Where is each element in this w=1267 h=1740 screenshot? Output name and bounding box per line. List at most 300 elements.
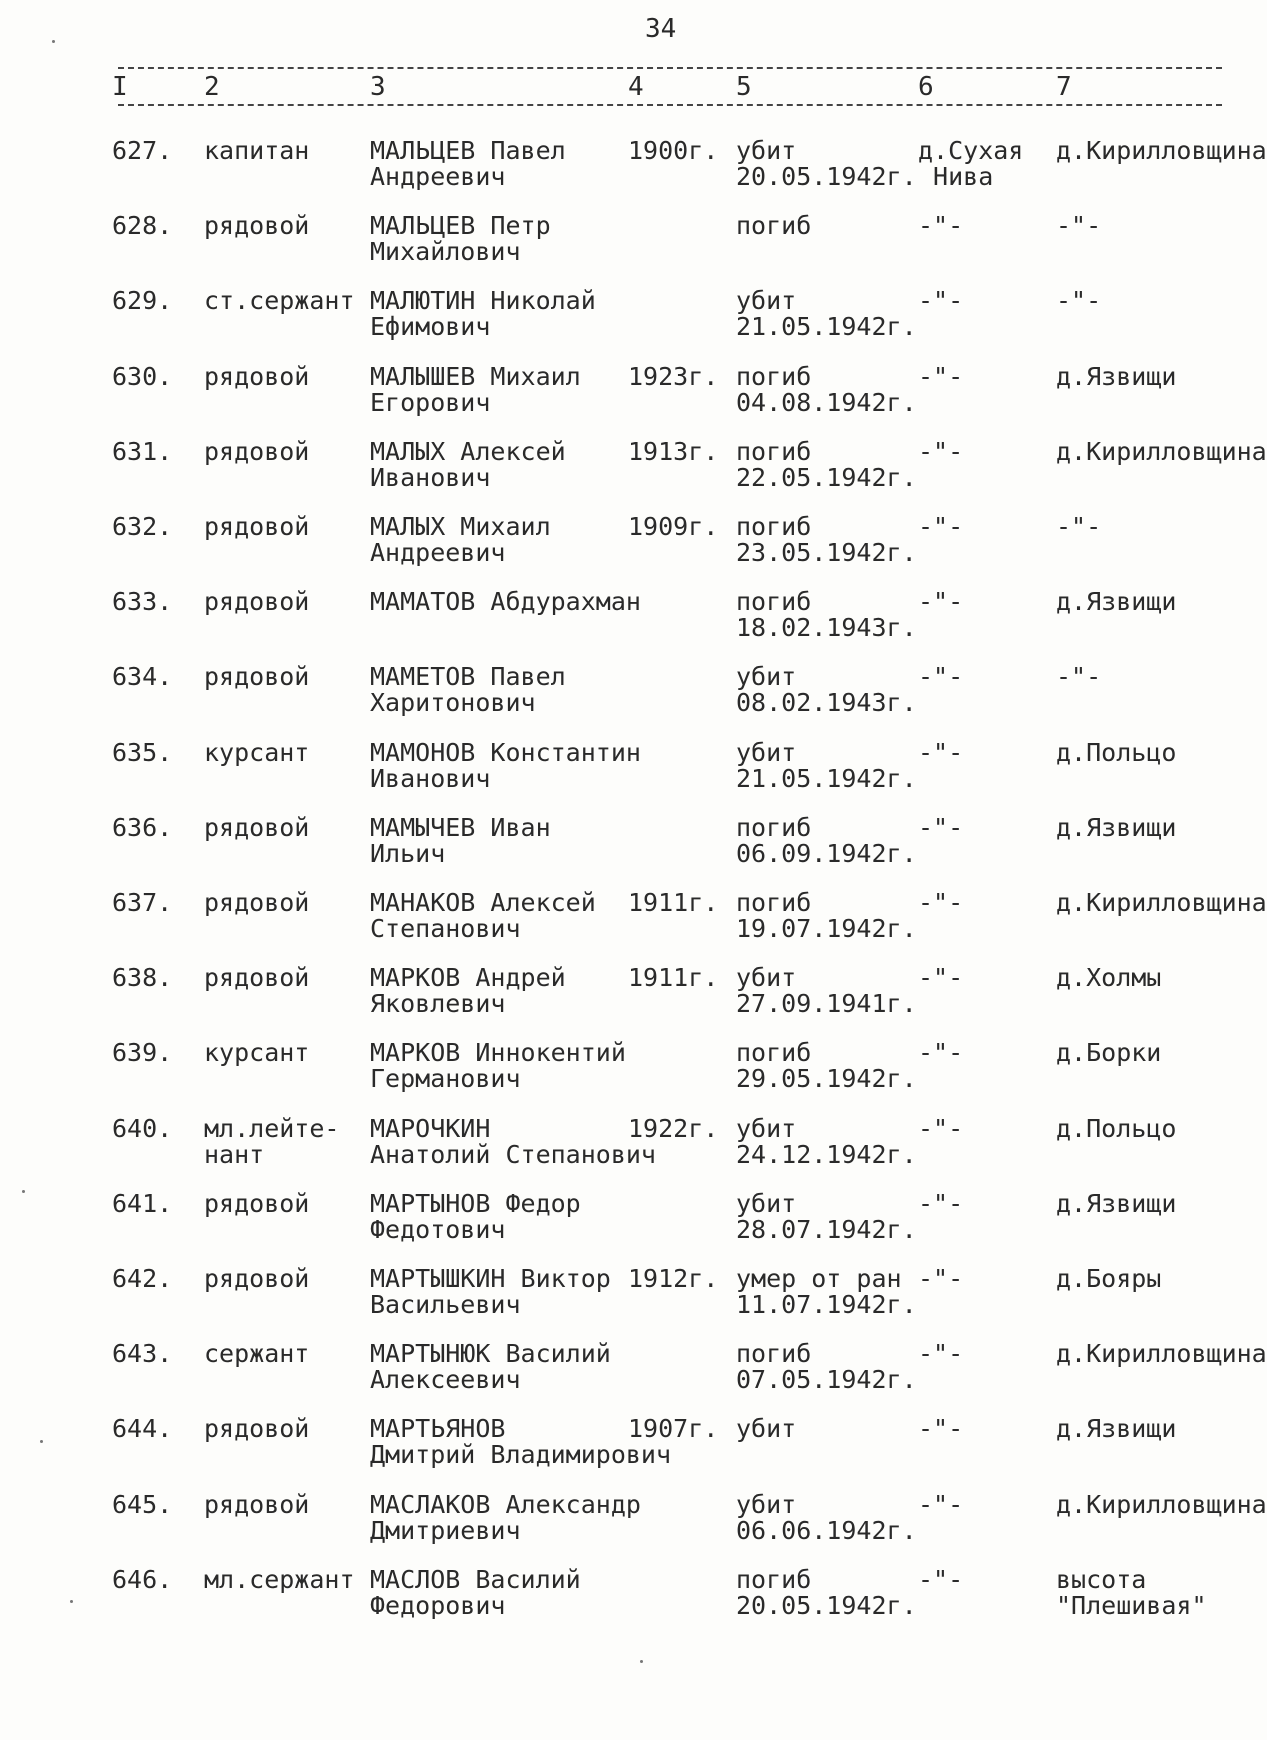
record-number: 640.	[112, 1113, 173, 1143]
burial-place-cell-line: д.Бояры	[1056, 1264, 1162, 1293]
scan-speck	[70, 1600, 73, 1603]
rank-cell-line: мл.сержант	[204, 1564, 355, 1594]
column-header-6: 6	[918, 72, 934, 102]
name-cell-line: МАНАКОВ Алексей	[370, 888, 596, 917]
page-number: 34	[645, 14, 677, 44]
fate-date-cell-line: убит	[736, 963, 797, 993]
fate-date-cell	[736, 965, 917, 1017]
place-of-death-cell-line: -"-	[918, 286, 964, 316]
place-of-death-cell	[918, 1188, 964, 1218]
burial-place-cell-line: -"-	[1056, 662, 1102, 692]
place-of-death-cell	[918, 1040, 963, 1066]
table-row	[0, 589, 1236, 655]
fate-date-cell-line: 18.02.1943г.	[736, 613, 917, 643]
column-header-4: 4	[628, 72, 644, 102]
place-of-death-cell	[918, 1341, 963, 1367]
name-cell-line: МАМОНОВ Константин	[370, 737, 641, 767]
burial-place-cell-line: д.Язвищи	[1056, 1414, 1177, 1444]
fate-date-cell-line: 04.08.1942г.	[736, 387, 917, 417]
burial-place-cell	[1056, 737, 1177, 767]
burial-place-cell	[1056, 812, 1177, 842]
fate-date-cell-line: убит	[736, 136, 797, 165]
record-number: 631.	[112, 436, 173, 466]
name-cell-line: Федорович	[370, 1590, 506, 1620]
burial-place-cell	[1056, 1416, 1176, 1442]
record-number: 644.	[112, 1414, 173, 1444]
place-of-death-cell	[918, 965, 963, 991]
name-cell-line: МАЛЬЦЕВ Петр	[370, 211, 551, 241]
fate-date-cell-line: погиб	[736, 436, 812, 466]
fate-date-cell-line: 28.07.1942г.	[736, 1214, 917, 1244]
rank-cell-line: рядовой	[204, 361, 310, 391]
fate-date-cell-line: 20.05.1942г.	[736, 162, 917, 191]
fate-date-cell-line: 19.07.1942г.	[736, 914, 917, 943]
burial-place-cell-line: д.Кирилловщина	[1056, 888, 1267, 917]
name-cell-line: Дмитриевич	[370, 1515, 521, 1545]
table-row	[0, 1339, 1267, 1407]
rank-cell-line: капитан	[204, 136, 310, 165]
birth-year-cell: 1907г.	[628, 1414, 719, 1444]
rank-cell	[204, 138, 309, 164]
burial-place-cell-line: д.Язвищи	[1056, 1188, 1177, 1218]
name-cell-line: МАСЛАКОВ Александр	[370, 1489, 641, 1519]
burial-place-cell	[1056, 1341, 1267, 1367]
fate-date-cell-line: убит	[736, 662, 797, 692]
fate-date-cell	[736, 812, 917, 868]
birth-year-cell: 1913г.	[628, 436, 719, 466]
rank-cell-line: рядовой	[204, 1414, 310, 1444]
rank-cell	[204, 1416, 309, 1442]
table-row	[0, 1040, 1236, 1106]
name-cell-line: Андреевич	[370, 162, 506, 191]
place-of-death-cell-line: -"-	[918, 587, 964, 617]
fate-date-cell	[736, 1564, 917, 1620]
fate-date-cell	[736, 138, 917, 190]
place-of-death-cell	[918, 589, 963, 615]
place-of-death-cell-line: -"-	[918, 812, 964, 842]
name-cell	[370, 589, 641, 615]
name-cell-line: МАЛЫШЕВ Михаил	[370, 361, 581, 391]
name-cell-line: Васильевич	[370, 1290, 521, 1319]
burial-place-cell	[1056, 361, 1177, 391]
place-of-death-cell-line: -"-	[918, 1414, 964, 1444]
rank-cell	[204, 436, 310, 466]
column-header-7: 7	[1056, 72, 1072, 102]
place-of-death-cell-line: -"-	[918, 888, 964, 917]
name-cell-line: Ильич	[370, 838, 446, 868]
name-cell-line: МАЛЬЦЕВ Павел	[370, 136, 566, 165]
name-cell-line: Степанович	[370, 914, 521, 943]
table-row	[0, 213, 1236, 279]
name-cell	[370, 664, 566, 716]
birth-year-cell: 1909г.	[628, 512, 719, 541]
place-of-death-cell-line: -"-	[918, 1188, 964, 1218]
column-header-3: 3	[370, 72, 386, 102]
place-of-death-cell-line: Нива	[918, 162, 994, 191]
rank-cell	[204, 1188, 310, 1218]
record-number: 628.	[112, 211, 173, 241]
place-of-death-cell	[918, 1113, 964, 1143]
rank-cell-line: курсант	[204, 737, 310, 767]
table-row	[0, 965, 1236, 1031]
rank-cell	[204, 965, 309, 991]
scan-speck	[40, 1440, 43, 1443]
name-cell-line: Иванович	[370, 462, 491, 492]
fate-date-cell	[736, 436, 917, 492]
rank-cell	[204, 1040, 309, 1066]
burial-place-cell-line: д.Борки	[1056, 1038, 1162, 1068]
name-cell	[370, 1188, 581, 1244]
name-cell-line: МАЛЫХ Алексей	[370, 436, 566, 466]
burial-place-cell-line: д.Язвищи	[1056, 587, 1177, 617]
burial-place-cell-line: "Плешивая"	[1056, 1590, 1207, 1620]
name-cell	[370, 361, 581, 417]
place-of-death-cell	[918, 1416, 963, 1442]
fate-date-cell-line: 22.05.1942г.	[736, 462, 917, 492]
burial-place-cell	[1056, 589, 1176, 615]
table-row	[0, 514, 1236, 580]
name-cell-line: Михайлович	[370, 237, 521, 267]
rank-cell	[204, 1341, 309, 1367]
rank-cell	[204, 361, 310, 391]
record-number: 641.	[112, 1188, 173, 1218]
place-of-death-cell-line: -"-	[918, 512, 964, 541]
place-of-death-cell	[918, 138, 1023, 190]
fate-date-cell	[736, 1416, 796, 1442]
place-of-death-cell-line: -"-	[918, 1489, 964, 1519]
fate-date-cell-line: убит	[736, 286, 797, 316]
fate-date-cell-line: 24.12.1942г.	[736, 1139, 917, 1169]
fate-date-cell-line: 21.05.1942г.	[736, 312, 917, 342]
record-number: 638.	[112, 963, 173, 993]
burial-place-cell	[1056, 1564, 1207, 1620]
burial-place-cell-line: д.Холмы	[1056, 963, 1162, 993]
fate-date-cell-line: погиб	[736, 812, 812, 842]
fate-date-cell	[736, 288, 917, 340]
name-cell	[370, 965, 566, 1017]
rank-cell	[204, 737, 310, 767]
place-of-death-cell	[918, 737, 964, 767]
name-cell	[370, 812, 551, 868]
rank-cell-line: мл.лейте-	[204, 1113, 340, 1143]
burial-place-cell-line: д.Кирилловщина	[1056, 136, 1267, 165]
name-cell	[370, 737, 641, 793]
name-cell	[370, 436, 566, 492]
name-cell-line: Харитонович	[370, 688, 536, 718]
place-of-death-cell-line: -"-	[918, 1264, 964, 1293]
table-row	[0, 361, 1236, 430]
name-cell-line: МАРТЫНОВ Федор	[370, 1188, 581, 1218]
column-header-2: 2	[204, 72, 220, 102]
place-of-death-cell-line: -"-	[918, 361, 964, 391]
table-row	[0, 288, 1236, 354]
fate-date-cell-line: погиб	[736, 361, 812, 391]
record-number: 635.	[112, 737, 173, 767]
record-number: 637.	[112, 888, 173, 917]
birth-year-cell: 1923г.	[628, 361, 719, 391]
burial-place-cell-line: д.Кирилловщина	[1056, 1339, 1267, 1369]
record-number: 645.	[112, 1489, 173, 1519]
burial-place-cell	[1056, 288, 1101, 314]
record-number: 629.	[112, 286, 173, 316]
burial-place-cell-line: д.Кирилловщина	[1056, 1489, 1267, 1519]
name-cell-line: Алексеевич	[370, 1365, 521, 1395]
fate-date-cell-line: 20.05.1942г.	[736, 1590, 917, 1620]
rank-cell-line: сержант	[204, 1339, 310, 1369]
fate-date-cell	[736, 514, 917, 566]
name-cell-line: Ефимович	[370, 312, 491, 342]
fate-date-cell-line: погиб	[736, 1339, 812, 1369]
rank-cell-line: рядовой	[204, 888, 310, 917]
record-number: 636.	[112, 812, 173, 842]
name-cell-line: МАРТЫНЮК Василий	[370, 1339, 611, 1369]
table-row	[0, 888, 1267, 956]
rank-cell	[204, 1564, 355, 1594]
rank-cell-line: рядовой	[204, 812, 310, 842]
fate-date-cell-line: погиб	[736, 512, 812, 541]
rank-cell-line: рядовой	[204, 211, 310, 241]
place-of-death-cell	[918, 213, 963, 239]
birth-year-cell: 1912г.	[628, 1264, 719, 1293]
burial-place-cell	[1056, 1113, 1177, 1143]
fate-date-cell-line: убит	[736, 1188, 797, 1218]
header-bottom-rule	[118, 104, 1222, 106]
fate-date-cell-line: 21.05.1942г.	[736, 763, 917, 793]
name-cell	[370, 1040, 626, 1092]
rank-cell-line: рядовой	[204, 1264, 310, 1293]
name-cell-line: МАМЫЧЕВ Иван	[370, 812, 551, 842]
place-of-death-cell	[918, 812, 964, 842]
place-of-death-cell	[918, 664, 963, 690]
name-cell	[370, 138, 566, 190]
record-number: 632.	[112, 512, 173, 541]
record-number: 639.	[112, 1038, 173, 1068]
fate-date-cell-line: погиб	[736, 1564, 812, 1594]
rank-cell-line: ст.сержант	[204, 286, 355, 316]
record-number: 634.	[112, 662, 173, 692]
name-cell	[370, 213, 551, 265]
fate-date-cell	[736, 1040, 917, 1092]
name-cell	[370, 1266, 611, 1318]
rank-cell	[204, 213, 309, 239]
burial-place-cell-line: д.Польцо	[1056, 1113, 1177, 1143]
rank-cell-line: рядовой	[204, 662, 310, 692]
rank-cell	[204, 514, 309, 540]
burial-place-cell	[1056, 664, 1101, 690]
name-cell-line: Дмитрий Владимирович	[370, 1440, 672, 1470]
record-number: 630.	[112, 361, 173, 391]
column-header-5: 5	[736, 72, 752, 102]
name-cell-line: Федотович	[370, 1214, 506, 1244]
fate-date-cell	[736, 1113, 917, 1169]
place-of-death-cell	[918, 890, 963, 916]
scan-speck	[52, 40, 55, 43]
table-row	[0, 436, 1267, 505]
name-cell	[370, 288, 596, 340]
place-of-death-cell-line: -"-	[918, 963, 964, 993]
name-cell-line: МАРКОВ Иннокентий	[370, 1038, 626, 1068]
table-row	[0, 1188, 1236, 1257]
record-number: 627.	[112, 136, 173, 165]
table-row	[0, 737, 1236, 806]
name-cell	[370, 1564, 581, 1620]
burial-place-cell-line: -"-	[1056, 211, 1102, 241]
burial-place-cell	[1056, 213, 1101, 239]
place-of-death-cell	[918, 1489, 964, 1519]
table-row	[0, 1113, 1236, 1182]
name-cell-line: Германович	[370, 1064, 521, 1094]
place-of-death-cell	[918, 436, 964, 466]
fate-date-cell-line: 23.05.1942г.	[736, 538, 917, 567]
rank-cell	[204, 664, 309, 690]
table-row	[0, 1489, 1267, 1558]
record-number: 642.	[112, 1264, 173, 1293]
header-top-rule	[118, 67, 1222, 69]
burial-place-cell	[1056, 138, 1267, 164]
rank-cell-line: рядовой	[204, 1489, 310, 1519]
name-cell-line: МАМЕТОВ Павел	[370, 662, 566, 692]
name-cell-line: Андреевич	[370, 538, 506, 567]
rank-cell	[204, 1489, 310, 1519]
fate-date-cell	[736, 890, 917, 942]
rank-cell	[204, 288, 355, 314]
record-number: 633.	[112, 587, 173, 617]
fate-date-cell-line: 06.09.1942г.	[736, 838, 917, 868]
fate-date-cell	[736, 1266, 917, 1318]
rank-cell-line: рядовой	[204, 587, 310, 617]
name-cell-line: МАРОЧКИН	[370, 1113, 491, 1143]
column-header-1: I	[112, 72, 128, 102]
name-cell	[370, 1416, 671, 1468]
table-row	[0, 1416, 1236, 1482]
rank-cell-line: рядовой	[204, 512, 310, 541]
place-of-death-cell-line: -"-	[918, 1564, 964, 1594]
fate-date-cell	[736, 664, 917, 716]
fate-date-cell-line: 08.02.1943г.	[736, 688, 917, 718]
fate-date-cell-line: погиб	[736, 587, 812, 617]
rank-cell-line: рядовой	[204, 436, 310, 466]
birth-year-cell: 1900г.	[628, 136, 719, 165]
place-of-death-cell	[918, 514, 963, 540]
table-row	[0, 1564, 1236, 1633]
burial-place-cell	[1056, 1489, 1267, 1519]
burial-place-cell	[1056, 1188, 1177, 1218]
birth-year-cell: 1911г.	[628, 888, 719, 917]
burial-place-cell-line: д.Язвищи	[1056, 361, 1177, 391]
place-of-death-cell	[918, 1564, 964, 1594]
rank-cell-line: нант	[204, 1139, 265, 1169]
name-cell-line: Егорович	[370, 387, 491, 417]
fate-date-cell	[736, 213, 811, 239]
birth-year-cell: 1922г.	[628, 1113, 719, 1143]
scan-speck	[640, 1660, 643, 1663]
burial-place-cell-line: -"-	[1056, 286, 1102, 316]
fate-date-cell	[736, 737, 917, 793]
place-of-death-cell	[918, 1266, 963, 1292]
place-of-death-cell	[918, 288, 963, 314]
place-of-death-cell-line: -"-	[918, 737, 964, 767]
fate-date-cell	[736, 361, 917, 417]
burial-place-cell	[1056, 1266, 1161, 1292]
place-of-death-cell-line: -"-	[918, 436, 964, 466]
place-of-death-cell-line: -"-	[918, 1038, 964, 1068]
name-cell	[370, 514, 551, 566]
name-cell-line: МАРКОВ Андрей	[370, 963, 566, 993]
burial-place-cell-line: д.Язвищи	[1056, 812, 1177, 842]
name-cell	[370, 1341, 611, 1393]
name-cell	[370, 1489, 641, 1545]
table-row	[0, 664, 1236, 730]
fate-date-cell-line: 29.05.1942г.	[736, 1064, 917, 1094]
rank-cell	[204, 1113, 340, 1169]
table-row	[0, 812, 1236, 881]
burial-place-cell-line: д.Кирилловщина	[1056, 436, 1267, 466]
fate-date-cell-line: убит	[736, 1414, 797, 1444]
rank-cell	[204, 812, 310, 842]
fate-date-cell-line: погиб	[736, 211, 812, 241]
name-cell	[370, 890, 596, 942]
fate-date-cell-line: убит	[736, 1113, 797, 1143]
name-cell-line: МАРТЬЯНОВ	[370, 1414, 506, 1444]
fate-date-cell-line: 11.07.1942г.	[736, 1290, 917, 1319]
fate-date-cell-line: 06.06.1942г.	[736, 1515, 917, 1545]
burial-place-cell	[1056, 436, 1267, 466]
place-of-death-cell	[918, 361, 964, 391]
rank-cell-line: курсант	[204, 1038, 310, 1068]
fate-date-cell-line: 27.09.1941г.	[736, 989, 917, 1019]
name-cell-line: МАМАТОВ Абдурахман	[370, 587, 641, 617]
fate-date-cell	[736, 1489, 917, 1545]
record-number: 646.	[112, 1564, 173, 1594]
table-row	[0, 1266, 1236, 1332]
place-of-death-cell-line: -"-	[918, 1113, 964, 1143]
rank-cell-line: рядовой	[204, 963, 310, 993]
place-of-death-cell-line: -"-	[918, 662, 964, 692]
burial-place-cell	[1056, 965, 1161, 991]
name-cell-line: МАРТЫШКИН Виктор	[370, 1264, 611, 1293]
name-cell	[370, 1113, 656, 1169]
burial-place-cell-line: высота	[1056, 1564, 1147, 1594]
rank-cell-line: рядовой	[204, 1188, 310, 1218]
name-cell-line: Анатолий Степанович	[370, 1139, 656, 1169]
fate-date-cell-line: умер от ран	[736, 1264, 902, 1293]
name-cell-line: МАЛЮТИН Николай	[370, 286, 596, 316]
name-cell-line: Яковлевич	[370, 989, 506, 1019]
fate-date-cell-line: погиб	[736, 1038, 812, 1068]
rank-cell	[204, 1266, 309, 1292]
name-cell-line: МАЛЫХ Михаил	[370, 512, 551, 541]
rank-cell	[204, 589, 309, 615]
fate-date-cell-line: погиб	[736, 888, 812, 917]
fate-date-cell-line: 07.05.1942г.	[736, 1365, 917, 1395]
name-cell-line: МАСЛОВ Василий	[370, 1564, 581, 1594]
burial-place-cell	[1056, 1040, 1161, 1066]
fate-date-cell-line: убит	[736, 1489, 797, 1519]
record-number: 643.	[112, 1339, 173, 1369]
burial-place-cell-line: -"-	[1056, 512, 1102, 541]
fate-date-cell	[736, 589, 917, 641]
place-of-death-cell-line: -"-	[918, 211, 964, 241]
burial-place-cell	[1056, 890, 1267, 916]
fate-date-cell	[736, 1188, 917, 1244]
rank-cell	[204, 890, 309, 916]
name-cell-line: Иванович	[370, 763, 491, 793]
burial-place-cell	[1056, 514, 1101, 540]
table-row	[0, 136, 1267, 204]
place-of-death-cell-line: -"-	[918, 1339, 964, 1369]
birth-year-cell: 1911г.	[628, 963, 719, 993]
burial-place-cell-line: д.Польцо	[1056, 737, 1177, 767]
